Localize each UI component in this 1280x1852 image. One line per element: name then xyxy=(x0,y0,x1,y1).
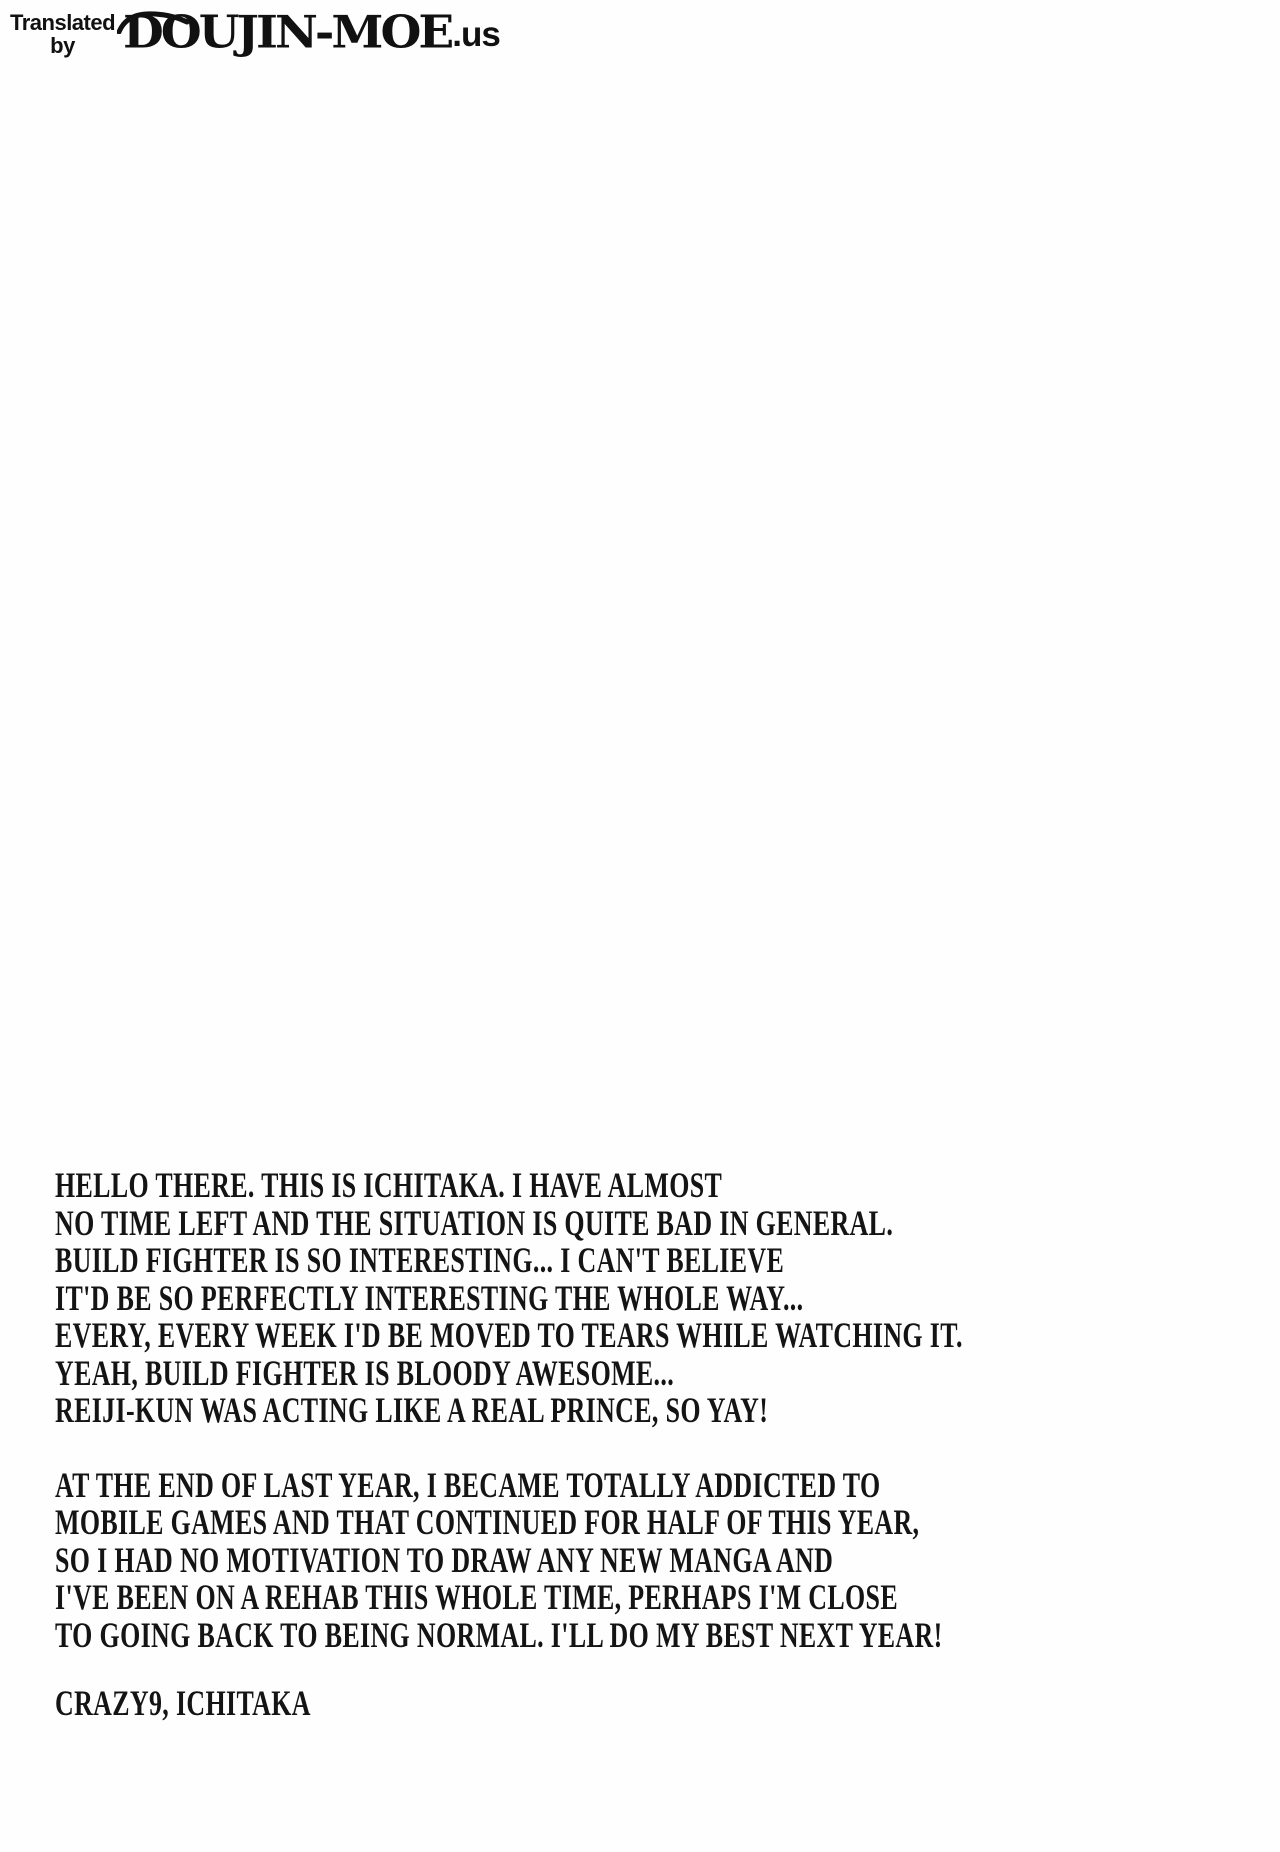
afterword-paragraph-2 xyxy=(55,1464,963,1655)
logo-tld-text: .us xyxy=(452,15,500,54)
credit-word-translated: Translated xyxy=(10,10,116,35)
afterword-line: REIJI-KUN WAS ACTING LIKE A REAL PRINCE, SO YAY! xyxy=(55,1390,769,1430)
afterword-line: I'VE BEEN ON A REHAB THIS WHOLE TIME, PERHAPS I'M CLOSE xyxy=(55,1577,898,1617)
logo-wordmark-text: DOUJIN-MOE xyxy=(123,6,452,59)
doujin-moe-logo xyxy=(123,6,500,58)
afterword-line: TO GOING BACK TO BEING NORMAL. I'LL DO MY BEST NEXT YEAR! xyxy=(55,1614,943,1655)
afterword-line: YEAH, BUILD FIGHTER IS BLOODY AWESOME... xyxy=(55,1352,675,1393)
afterword-line: NO TIME LEFT AND THE SITUATION IS QUITE BAD IN GENERAL. xyxy=(55,1202,894,1243)
translated-by-label xyxy=(10,6,115,57)
afterword-line: SO I HAD NO MOTIVATION TO DRAW ANY NEW MANGA AND xyxy=(55,1539,834,1580)
afterword-line: HELLO THERE. THIS IS ICHITAKA. I HAVE ALMOST xyxy=(55,1165,723,1205)
afterword-line: EVERY, EVERY WEEK I'D BE MOVED TO TEARS WHILE WATCHING IT. xyxy=(55,1315,963,1355)
afterword-line: MOBILE GAMES AND THAT CONTINUED FOR HALF OF THIS YEAR, xyxy=(55,1502,920,1542)
afterword-line: BUILD FIGHTER IS SO INTERESTING... I CAN'T BELIEVE xyxy=(55,1240,785,1280)
afterword-line: IT'D BE SO PERFECTLY INTERESTING THE WHOLE WAY... xyxy=(55,1277,804,1318)
afterword-line: AT THE END OF LAST YEAR, I BECAME TOTALLY ADDICTED TO xyxy=(55,1464,881,1505)
afterword-signature xyxy=(55,1685,963,1723)
afterword-text-block xyxy=(55,1167,963,1723)
signature-line: CRAZY9, ICHITAKA xyxy=(55,1683,311,1723)
credit-word-by: by xyxy=(50,33,75,58)
translator-credit-header xyxy=(10,6,500,58)
afterword-paragraph-1 xyxy=(55,1167,963,1430)
